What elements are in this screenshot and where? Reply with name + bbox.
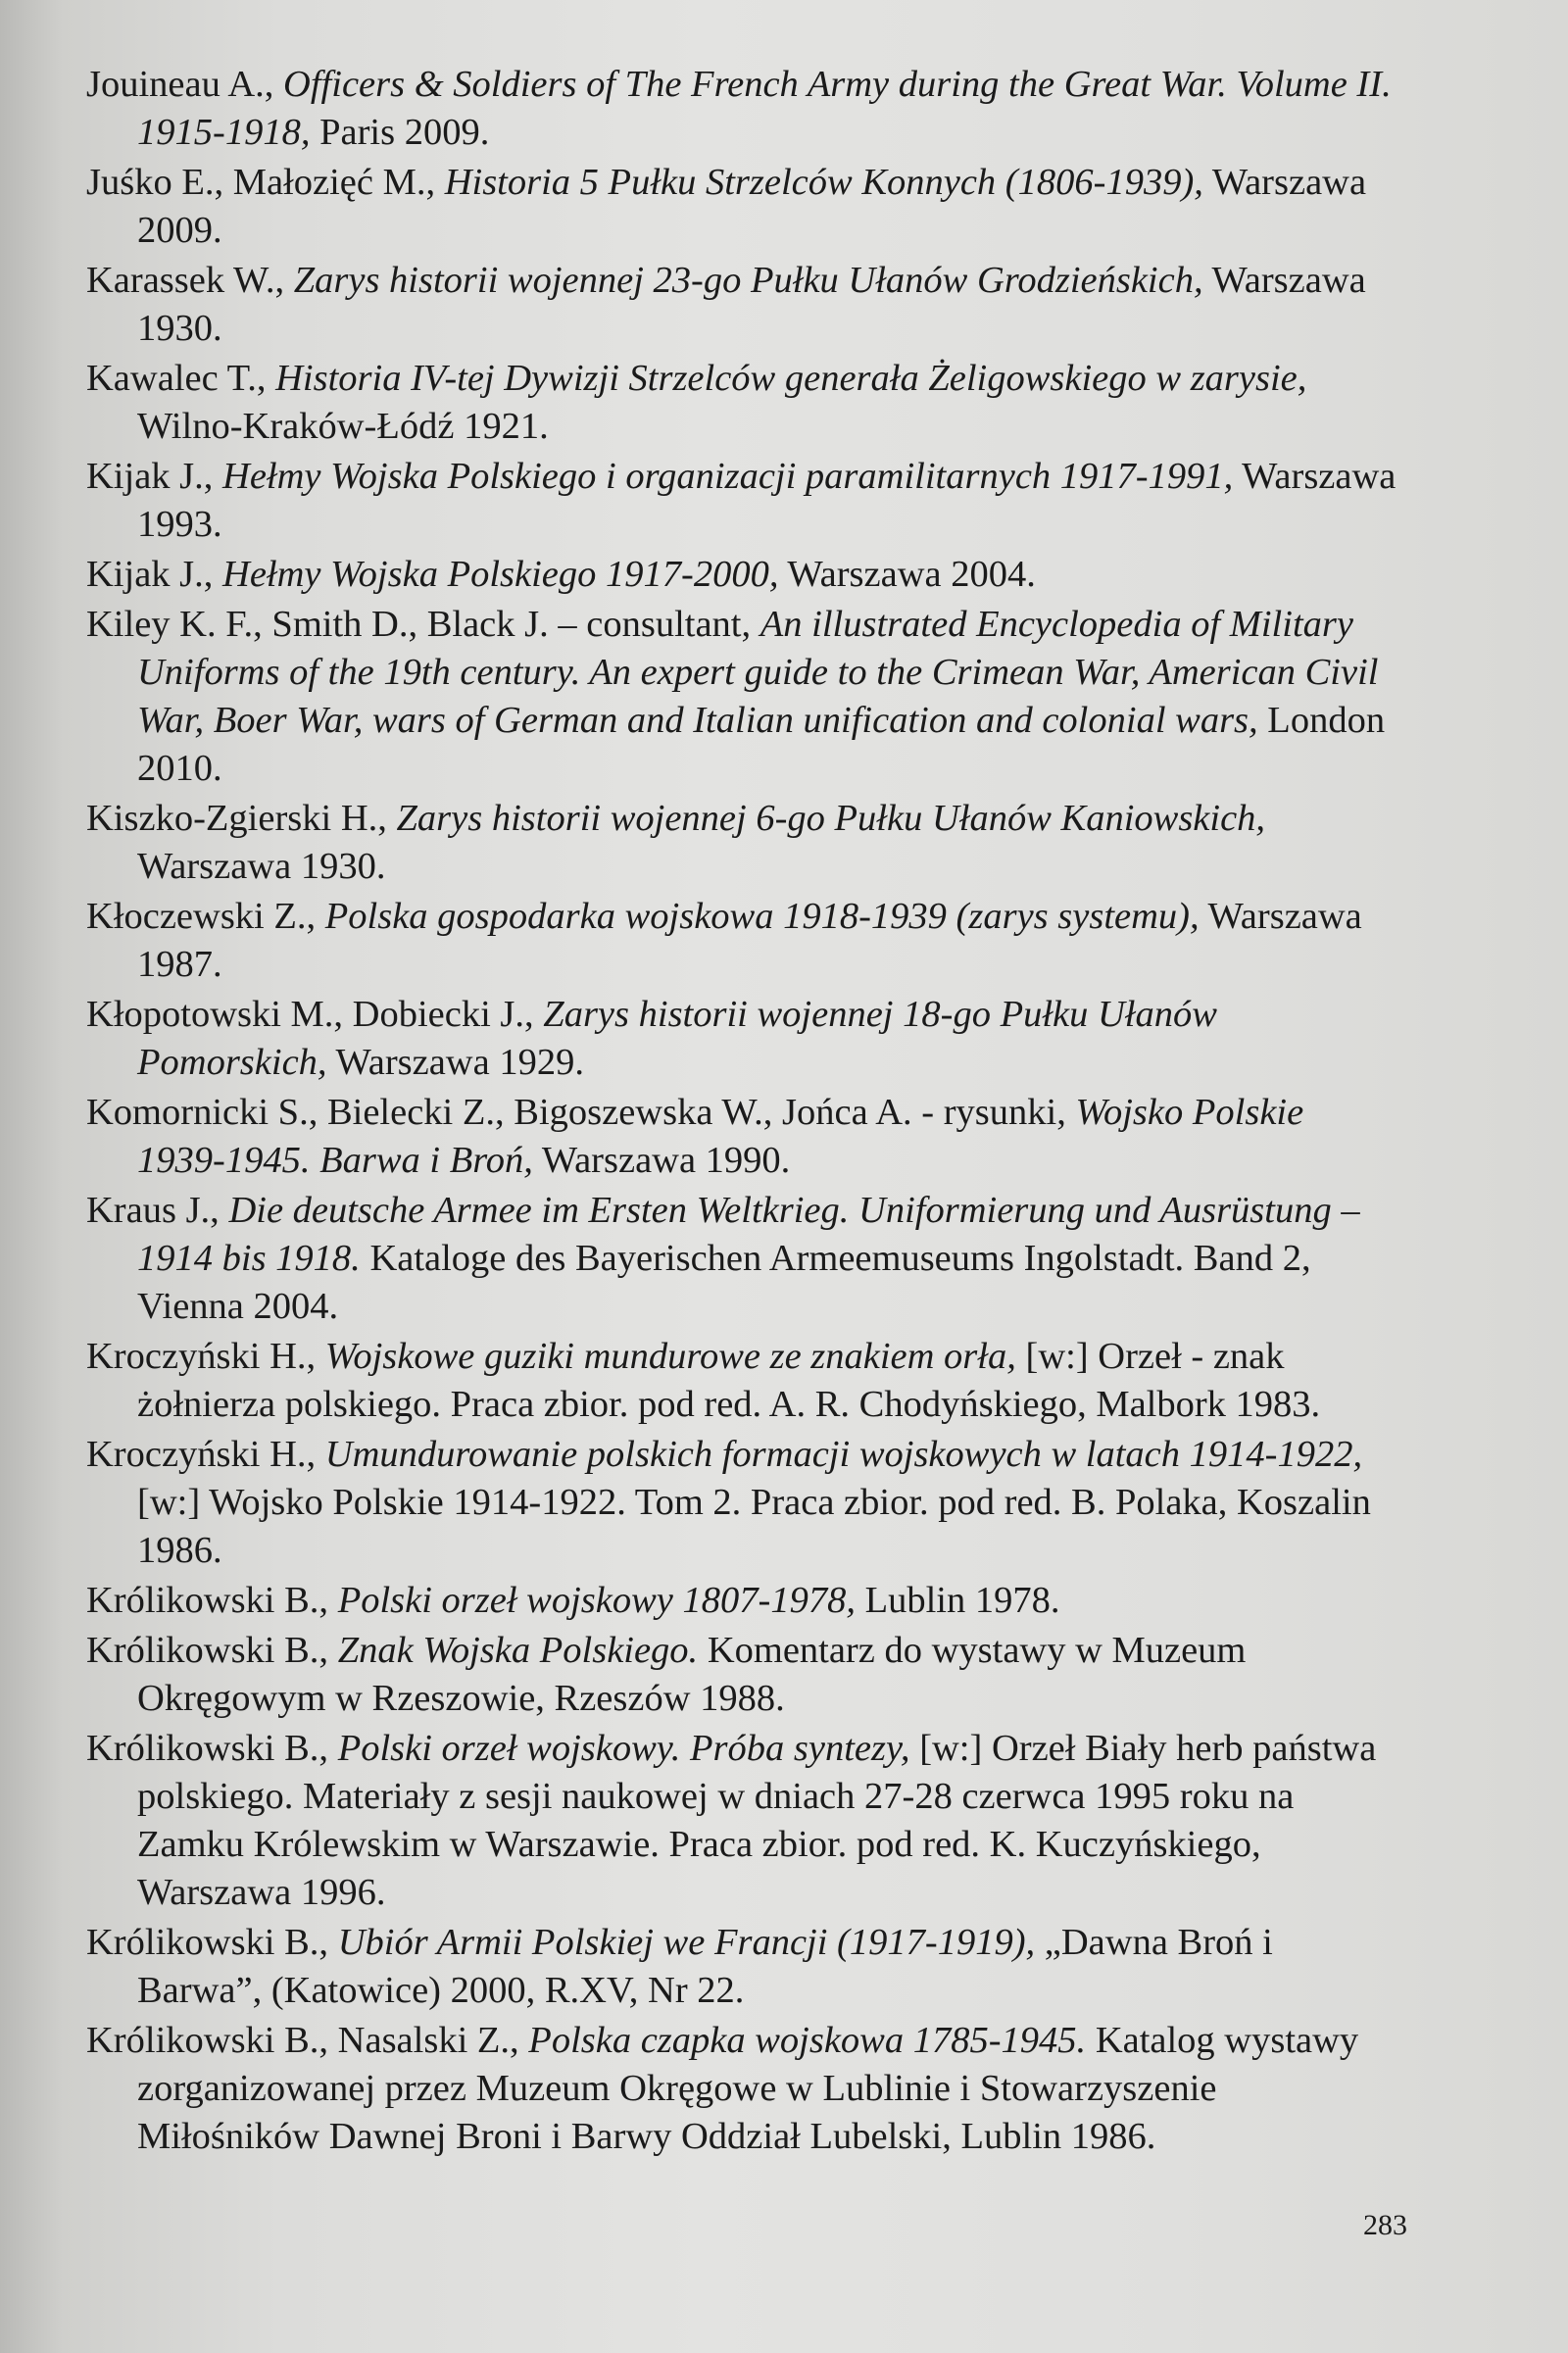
entry-publication: Kataloge des Bayerischen Armeemuseums Ingolstadt. Band 2, Vienna 2004. <box>137 1238 1311 1327</box>
entry-author: Kroczyński H., <box>86 1336 325 1377</box>
entry-title: Die deutsche Armee im Ersten Weltkrieg. Uniformierung und Ausrüstung – 1914 bis 1918. <box>137 1190 1360 1279</box>
entry-author: Karassek W., <box>86 260 294 301</box>
bibliography-entry <box>86 1089 1399 1185</box>
entry-publication: Warszawa 2004. <box>778 554 1036 595</box>
entry-author: Komornicki S., Bielecki Z., Bigoszewska W., Jońca A. - rysunki, <box>86 1092 1076 1133</box>
entry-author: Kijak J., <box>86 554 223 595</box>
entry-publication: „Dawna Broń i Barwa”, (Katowice) 2000, R.XV, Nr 22. <box>137 1922 1273 2011</box>
entry-title: Wojsko Polskie 1939-1945. Barwa i Broń, <box>137 1092 1304 1181</box>
entry-author: Królikowski B., <box>86 1630 338 1671</box>
entry-title: Polski orzeł wojskowy. Próba syntezy, <box>337 1728 910 1769</box>
entry-publication: Warszawa 2009. <box>137 162 1367 251</box>
bibliography-entry <box>86 991 1399 1087</box>
entry-publication: Warszawa 1929. <box>326 1042 584 1083</box>
entry-publication: Warszawa 1987. <box>137 896 1362 985</box>
entry-title: Hełmy Wojska Polskiego 1917-2000, <box>222 554 779 595</box>
bibliography-entry <box>86 355 1399 451</box>
entry-author: Kłopotowski M., Dobiecki J., <box>86 994 544 1035</box>
bibliography-entry <box>86 795 1399 891</box>
entry-title: Znak Wojska Polskiego. <box>337 1630 699 1671</box>
bibliography-entry <box>86 601 1399 793</box>
entry-author: Kiszko-Zgierski H., <box>86 798 397 839</box>
entry-publication: [w:] Wojsko Polskie 1914-1922. Tom 2. Praca zbior. pod red. B. Polaka, Koszalin 1986. <box>137 1482 1371 1571</box>
entry-author: Królikowski B., <box>86 1580 338 1621</box>
entry-title: Zarys historii wojennej 23-go Pułku Ułanów Grodzieńskich, <box>293 260 1203 301</box>
entry-publication: Paris 2009. <box>310 112 490 153</box>
entry-author: Kawalec T., <box>86 358 276 399</box>
bibliography-entry <box>86 453 1399 549</box>
bibliography-entry <box>86 1627 1399 1723</box>
entry-publication: Katalog wystawy zorganizowanej przez Muzeum Okręgowe w Lublinie i Stowarzyszenie Miłośników Dawnej Broni i Barwy Oddział Lubelski, Lublin 1986. <box>137 2020 1359 2157</box>
bibliography-entry <box>86 1577 1399 1625</box>
entry-title: Umundurowanie polskich formacji wojskowych w latach 1914-1922, <box>324 1434 1363 1475</box>
entry-publication: [w:] Orzeł - znak żołnierza polskiego. Praca zbior. pod red. A. R. Chodyńskiego, Malbork 1983. <box>137 1336 1321 1425</box>
entry-title: Polska gospodarka wojskowa 1918-1939 (zarys systemu), <box>324 896 1200 937</box>
entry-author: Królikowski B., <box>86 1728 338 1769</box>
entry-title: Zarys historii wojennej 6-go Pułku Ułanów Kaniowskich, <box>396 798 1266 839</box>
bibliography-entry <box>86 257 1399 353</box>
entry-title: Historia IV-tej Dywizji Strzelców generała Żeligowskiego w zarysie, <box>275 358 1307 399</box>
bibliography-entry <box>86 1725 1399 1917</box>
entry-publication: London 2010. <box>137 700 1386 789</box>
page-number: 283 <box>1363 2209 1407 2241</box>
bibliography-entry <box>86 159 1399 255</box>
entry-publication: Lublin 1978. <box>855 1580 1060 1621</box>
bibliography-entry <box>86 893 1399 989</box>
entry-publication: Warszawa 1993. <box>137 456 1396 545</box>
entry-author: Kraus J., <box>86 1190 229 1231</box>
bibliography-entry <box>86 1187 1399 1331</box>
entry-author: Kiley K. F., Smith D., Black J. – consultant, <box>86 604 760 645</box>
entry-author: Kłoczewski Z., <box>86 896 325 937</box>
entry-publication: [w:] Orzeł Biały herb państwa polskiego. Materiały z sesji naukowej w dniach 27-28 czerwca 1995 roku na Zamku Królewskim w Warszawie. Praca zbior. pod red. K. Kuczyńskiego, Warszawa 1996. <box>137 1728 1377 1913</box>
entry-author: Kroczyński H., <box>86 1434 325 1475</box>
bibliography-entry <box>86 1431 1399 1575</box>
bibliography-entry <box>86 1333 1399 1429</box>
entry-title: Polski orzeł wojskowy 1807-1978, <box>337 1580 856 1621</box>
entry-title: Zarys historii wojennej 18-go Pułku Ułanów Pomorskich, <box>137 994 1217 1083</box>
entry-title: Officers & Soldiers of The French Army during the Great War. Volume II. 1915-1918, <box>137 64 1392 153</box>
entry-publication: Wilno-Kraków-Łódź 1921. <box>137 406 549 447</box>
entry-author: Jouineau A., <box>86 64 284 105</box>
entry-title: Polska czapka wojskowa 1785-1945. <box>528 2020 1087 2061</box>
bibliography-entry <box>86 1919 1399 2015</box>
entry-publication: Warszawa 1930. <box>137 846 386 887</box>
entry-author: Kijak J., <box>86 456 223 497</box>
bibliography-entry <box>86 551 1399 599</box>
entry-title: Hełmy Wojska Polskiego i organizacji paramilitarnych 1917-1991, <box>222 456 1234 497</box>
entry-title: An illustrated Encyclopedia of Military Uniforms of the 19th century. An expert guide to the Crimean War, American Civil War, Boer War, wars of German and Italian unification and colonial wars, <box>137 604 1379 741</box>
entry-publication: Komentarz do wystawy w Muzeum Okręgowym w Rzeszowie, Rzeszów 1988. <box>137 1630 1247 1719</box>
entry-title: Ubiór Armii Polskiej we Francji (1917-1919), <box>337 1922 1036 1963</box>
bibliography-entry <box>86 61 1399 157</box>
entry-publication: Warszawa 1990. <box>532 1140 791 1181</box>
entry-publication: Warszawa 1930. <box>137 260 1366 349</box>
entry-title: Historia 5 Pułku Strzelców Konnych (1806-1939), <box>444 162 1203 203</box>
bibliography-list <box>86 61 1399 2163</box>
bibliography-entry <box>86 2017 1399 2161</box>
entry-author: Juśko E., Małozięć M., <box>86 162 445 203</box>
entry-author: Królikowski B., <box>86 1922 338 1963</box>
entry-author: Królikowski B., Nasalski Z., <box>86 2020 529 2061</box>
entry-title: Wojskowe guziki mundurowe ze znakiem orła, <box>324 1336 1016 1377</box>
